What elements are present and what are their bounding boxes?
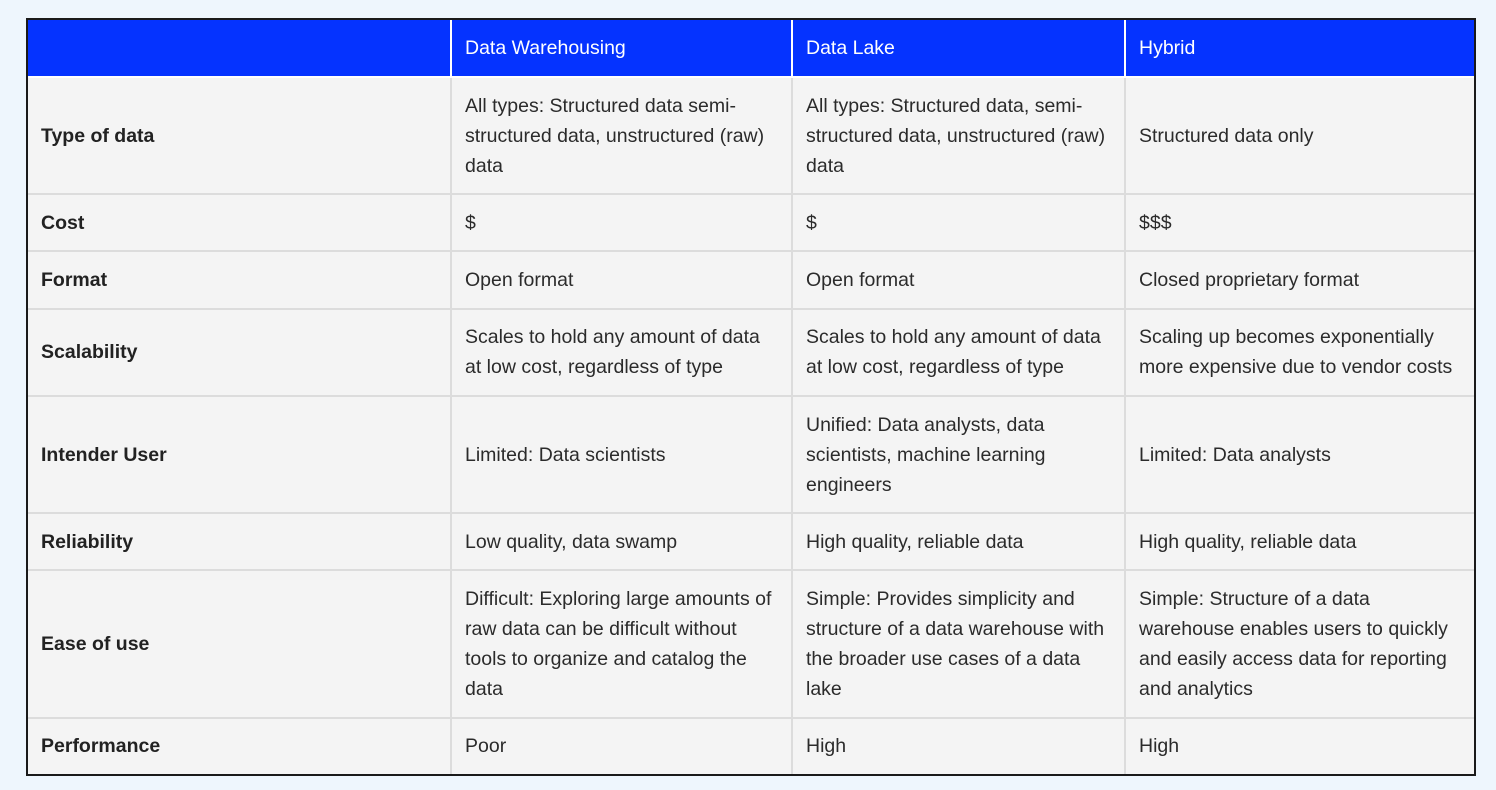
header-data-warehousing: Data Warehousing: [451, 20, 792, 77]
row-label: Reliability: [28, 513, 451, 570]
table-row-format: [28, 251, 1474, 308]
table-cell: Structured data only: [1125, 77, 1474, 194]
table-row-type-of-data: [28, 77, 1474, 194]
table-cell: Scaling up becomes exponentially more expensive due to vendor costs: [1125, 309, 1474, 396]
table-cell: $: [451, 194, 792, 251]
table-cell: Simple: Provides simplicity and structure of a data warehouse with the broader use cases of a data lake: [792, 570, 1125, 717]
table-row-performance: [28, 718, 1474, 774]
table-cell: High quality, reliable data: [792, 513, 1125, 570]
table-cell: Poor: [451, 718, 792, 774]
table-cell: Difficult: Exploring large amounts of raw data can be difficult without tools to organize and catalog the data: [451, 570, 792, 717]
table-cell: Simple: Structure of a data warehouse enables users to quickly and easily access data for reporting and analytics: [1125, 570, 1474, 717]
table-cell: High: [792, 718, 1125, 774]
row-label: Type of data: [28, 77, 451, 194]
row-label: Performance: [28, 718, 451, 774]
table-row-scalability: [28, 309, 1474, 396]
comparison-table: [28, 20, 1474, 774]
table-cell: Closed proprietary format: [1125, 251, 1474, 308]
table-cell: Limited: Data analysts: [1125, 396, 1474, 513]
header-hybrid: Hybrid: [1125, 20, 1474, 77]
table-header-row: [28, 20, 1474, 77]
row-label: Cost: [28, 194, 451, 251]
table-cell: Limited: Data scientists: [451, 396, 792, 513]
header-empty-cell: [28, 20, 451, 77]
table-cell: High quality, reliable data: [1125, 513, 1474, 570]
row-label: Ease of use: [28, 570, 451, 717]
header-data-lake: Data Lake: [792, 20, 1125, 77]
row-label: Format: [28, 251, 451, 308]
table-cell: $$$: [1125, 194, 1474, 251]
table-cell: All types: Structured data, semi-structured data, unstructured (raw) data: [792, 77, 1125, 194]
table-cell: High: [1125, 718, 1474, 774]
table-row-intender-user: [28, 396, 1474, 513]
table-cell: Open format: [792, 251, 1125, 308]
table-row-cost: [28, 194, 1474, 251]
table-cell: Unified: Data analysts, data scientists, machine learning engineers: [792, 396, 1125, 513]
table-cell: $: [792, 194, 1125, 251]
table-row-reliability: [28, 513, 1474, 570]
table-cell: Open format: [451, 251, 792, 308]
table-cell: Low quality, data swamp: [451, 513, 792, 570]
table-cell: Scales to hold any amount of data at low cost, regardless of type: [792, 309, 1125, 396]
table-cell: Scales to hold any amount of data at low cost, regardless of type: [451, 309, 792, 396]
table-row-ease-of-use: [28, 570, 1474, 717]
comparison-table-container: [26, 18, 1476, 776]
table-cell: All types: Structured data semi-structured data, unstructured (raw) data: [451, 77, 792, 194]
row-label: Intender User: [28, 396, 451, 513]
row-label: Scalability: [28, 309, 451, 396]
